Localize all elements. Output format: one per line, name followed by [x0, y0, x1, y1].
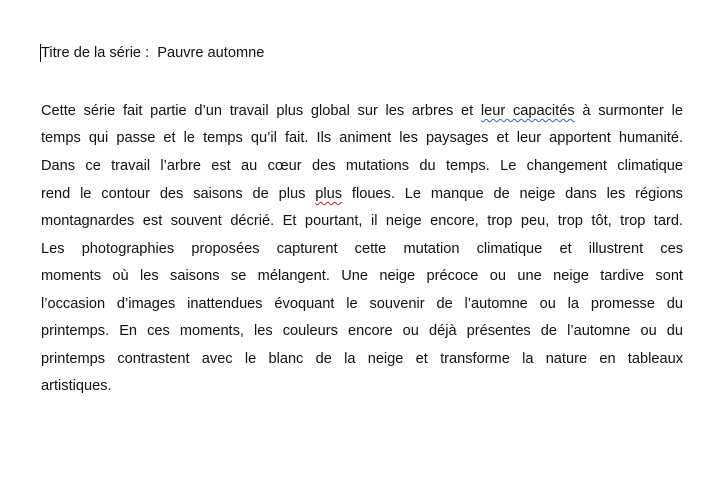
paragraph-line — [41, 212, 683, 230]
spelling-flagged-text[interactable]: plus — [315, 186, 343, 202]
series-title — [41, 44, 264, 62]
series-title-value: Pauvre automne — [157, 45, 265, 61]
series-title-label-accent: é — [116, 45, 125, 61]
paragraph-line — [41, 295, 683, 313]
line-text: à surmonter le — [574, 103, 683, 119]
grammar-flagged-text[interactable]: leur capacités — [480, 103, 575, 119]
line-text: printemps contrastent avec le blanc de la neige et transforme la nature en tableaux — [41, 351, 683, 367]
paragraph-line — [41, 129, 683, 147]
paragraph-line — [41, 102, 683, 120]
line-text: temps qui passe et le temps qu’il fait. Ils animent les paysages et leur apportent humanité. — [41, 130, 683, 146]
line-text: montagnardes est souvent décrié. Et pourtant, il neige encore, trop peu, trop tôt, trop tard. — [41, 213, 683, 229]
paragraph-line — [41, 350, 683, 368]
line-text: artistiques. — [41, 378, 112, 394]
paragraph-line — [41, 157, 683, 175]
paragraph-line — [41, 240, 683, 258]
paragraph-line — [41, 267, 683, 285]
line-text: floues. Le manque de neige dans les régions — [342, 186, 683, 202]
paragraph-line — [41, 322, 683, 340]
line-text: Dans ce travail l’arbre est au cœur des mutations du temps. Le changement climatique — [41, 158, 683, 174]
line-text: printemps. En ces moments, les couleurs encore ou déjà présentes de l’automne ou du — [41, 323, 683, 339]
line-text: l’occasion d’images inattendues évoquant le souvenir de l’automne ou la promesse du — [41, 296, 683, 312]
line-text: rend le contour des saisons de plus — [41, 186, 316, 202]
series-title-label-rest: rie : — [124, 45, 150, 61]
line-text: moments où les saisons se mélangent. Une neige précoce ou une neige tardive sont — [41, 268, 683, 284]
series-title-label: Titre de la s — [41, 45, 117, 61]
paragraph-line — [41, 377, 683, 395]
line-text: Les photographies proposées capturent cette mutation climatique et illustrent ces — [41, 241, 683, 257]
paragraph-line — [41, 185, 683, 203]
line-text: Cette série fait partie d’un travail plus global sur les arbres et — [41, 103, 481, 119]
